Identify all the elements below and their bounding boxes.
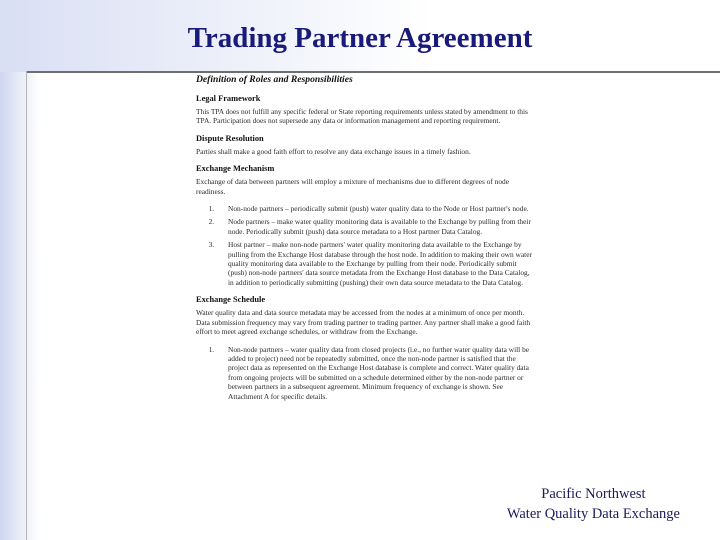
title-divider-line <box>26 71 720 73</box>
list-item: 1. Non-node partners – periodically submit (push) water quality data to the Node or Host partner's node. <box>216 204 536 213</box>
document-excerpt <box>196 74 536 409</box>
section-text-legal-framework: This TPA does not fulfill any specific federal or State reporting requirements unless stated by amendment to this TPA. Participation does not supersede any data or information management and reporting requirement. <box>196 107 528 126</box>
list-item: 3. Host partner – make non-node partners' water quality monitoring data available to the Exchange by pulling from the Exchange Host database through the host node. In addition to making their own water quality monitoring data available to the Exchange by pulling from their node. Periodically submit (push) non-node partners' data source metadata from the Exchange Host database to the Data Catalog, in addition to periodically submitting (pushing) their own data source metadata to the Data Catalog. <box>216 240 536 287</box>
document-heading: Definition of Roles and Responsibilities <box>196 74 353 85</box>
list-item: 1. Non-node partners – water quality data from closed projects (i.e., no further water quality data will be added to project) need not be repeatedly submitted, once the non-node partner is satisfied that the project data as represented on the Exchange Host database is complete and correct. Water quality data from ongoing projects will be submitted on a schedule determined either by the non-node partner or between partners in a subsequent agreement. Minimum frequency of exchange is shown. See Attachment A for specific details. <box>216 345 536 401</box>
exchange-mechanism-list <box>196 204 536 287</box>
section-title-dispute-resolution: Dispute Resolution <box>196 133 264 143</box>
exchange-schedule-list <box>196 345 536 401</box>
section-text-dispute-resolution: Parties shall make a good faith effort to resolve any data exchange issues in a timely fashion. <box>196 146 471 156</box>
section-title-legal-framework: Legal Framework <box>196 94 261 103</box>
list-item: 2. Node partners – make water quality monitoring data is available to the Exchange by pulling from their node. Periodically submit (push) data source metadata to a Host partner Data Catalog. <box>216 217 536 236</box>
section-text-exchange-mechanism: Exchange of data between partners will employ a mixture of mechanisms due to different degrees of node readiness. <box>196 177 510 196</box>
organization-footer <box>507 484 680 524</box>
footer-line-2: Water Quality Data Exchange <box>506 506 680 522</box>
section-title-exchange-schedule: Exchange Schedule <box>196 295 266 305</box>
section-title-exchange-mechanism: Exchange Mechanism <box>196 164 275 174</box>
slide-title: Trading Partner Agreement <box>187 22 533 54</box>
left-gradient-band <box>0 0 40 540</box>
section-text-exchange-schedule: Water quality data and data source metadata may be accessed from the nodes at a minimum of once per month. Data submission frequency may vary from trading partner to trading partner. Any partner shall make a good faith effort to meet agreed exchange schedules, or withdraw from the Exchange. <box>196 308 531 337</box>
footer-line-1: Pacific Northwest <box>541 486 646 502</box>
left-margin-line <box>26 71 27 540</box>
